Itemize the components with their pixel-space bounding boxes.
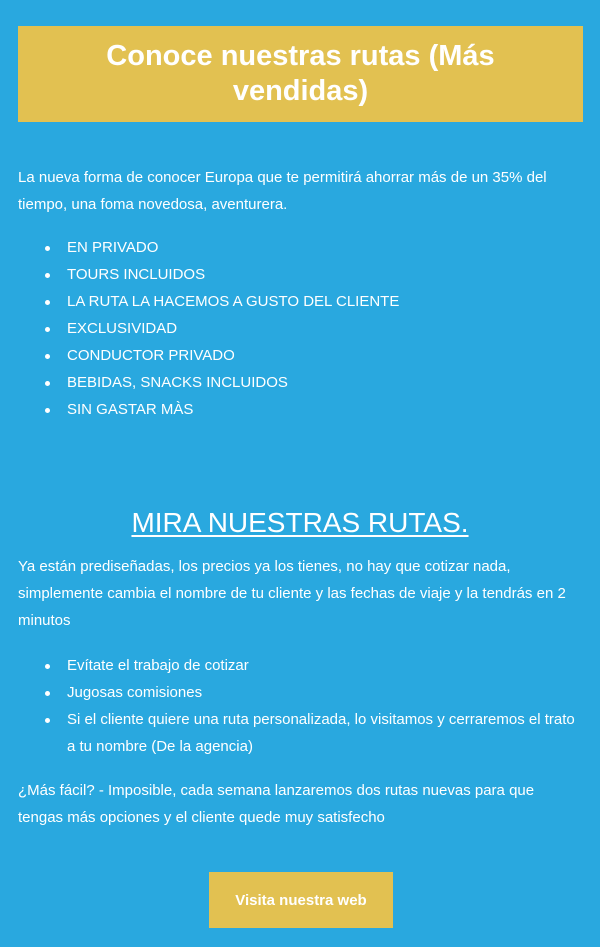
list-item: Jugosas comisiones: [40, 679, 580, 706]
benefits-list: [40, 652, 580, 760]
list-item: EN PRIVADO: [40, 234, 580, 261]
list-item: TOURS INCLUIDOS: [40, 261, 580, 288]
hero-title: Conoce nuestras rutas (Más vendidas): [106, 40, 495, 107]
list-item: Evítate el trabajo de cotizar: [40, 652, 580, 679]
list-item: LA RUTA LA HACEMOS A GUSTO DEL CLIENTE: [40, 288, 580, 315]
list-item: BEBIDAS, SNACKS INCLUIDOS: [40, 369, 580, 396]
routes-section-title[interactable]: MIRA NUESTRAS RUTAS.: [131, 507, 469, 538]
intro-text: La nueva forma de conocer Europa que te permitirá ahorrar más de un 35% del tiempo, una foma novedosa, aventurera.: [18, 169, 547, 213]
list-item: CONDUCTOR PRIVADO: [40, 342, 580, 369]
closing-text: ¿Más fácil? - Imposible, cada semana lanzaremos dos rutas nuevas para que tengas más opciones y el cliente quede muy satisfecho: [18, 782, 535, 826]
routes-section-text: Ya están prediseñadas, los precios ya los tienes, no hay que cotizar nada, simplemente cambia el nombre de tu cliente y las fechas de viaje y la tendrás en 2 minutos: [18, 558, 566, 629]
list-item: EXCLUSIVIDAD: [40, 315, 580, 342]
feature-list: [40, 234, 580, 423]
visit-website-button[interactable]: Visita nuestra web: [209, 872, 393, 928]
list-item: Si el cliente quiere una ruta personalizada, lo visitamos y cerraremos el trato a tu nombre (De la agencia): [40, 706, 580, 760]
list-item: SIN GASTAR MÀS: [40, 396, 580, 423]
hero-banner: [18, 26, 583, 122]
